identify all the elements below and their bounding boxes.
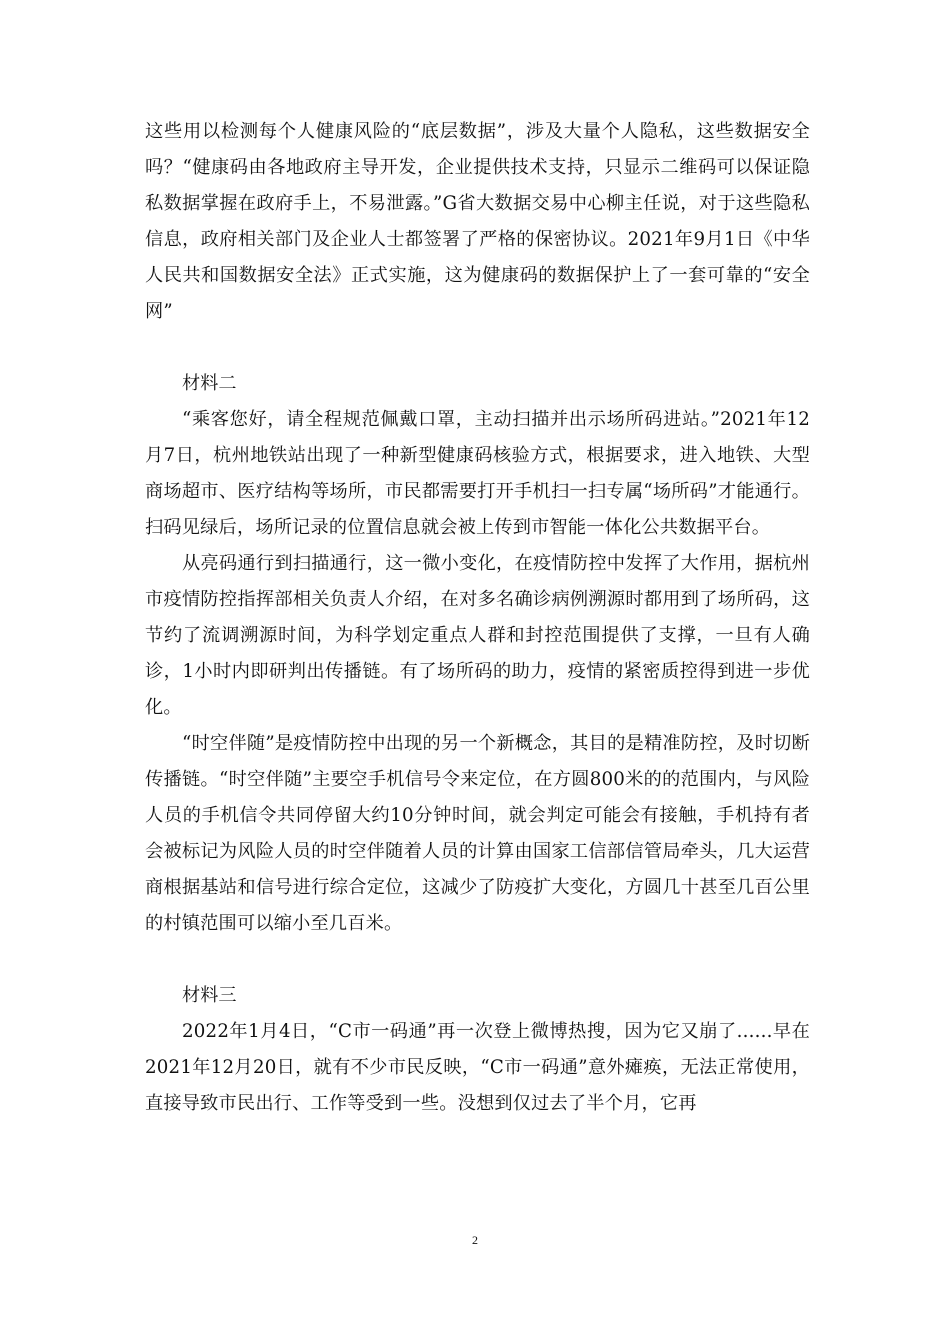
page-number: 2 [472,1233,478,1247]
section-2-paragraph-3: “时空伴随”是疫情防控中出现的另一个新概念，其目的是精准防控，及时切断传播链。“时空伴随”主要空手机信号令来定位，在方圆800米的的范围内，与风险人员的手机信令共同停留大约10分钟时间，就会判定可能会有接触，手机持有者会被标记为风险人员的时空伴随着人员的计算由国家工信部信管局牵头，几大运营商根据基站和信号进行综合定位，这减少了防疫扩大变化，方圆几十甚至几百公里的村镇范围可以缩小至几百米。 [145,733,810,934]
section-2-heading: 材料二 [182,373,237,394]
section-3-heading: 材料三 [182,985,237,1006]
section-2-paragraph-1: “乘客您好，请全程规范佩戴口罩，主动扫描并出示场所码进站。”2021年12月7日，杭州地铁站出现了一种新型健康码核验方式，根据要求，进入地铁、大型商场超市、医疗结构等场所，市民都需要打开手机扫一扫专属“场所码”才能通行。扫码见绿后，场所记录的位置信息就会被上传到市智能一体化公共数据平台。 [145,409,810,538]
section-gap [145,330,810,366]
document-body [145,114,810,1122]
section-3-paragraph-1: 2022年1月4日，“C市一码通”再一次登上微博热搜，因为它又崩了......早在2021年12月20日，就有不少市民反映，“C市一码通”意外瘫痪，无法正常使用，直接导致市民出行、工作等受到一些。没想到仅过去了半个月，它再 [145,1021,810,1114]
section-gap [145,942,810,978]
intro-paragraph: 这些用以检测每个人健康风险的“底层数据”，涉及大量个人隐私，这些数据安全吗？“健康码由各地政府主导开发，企业提供技术支持，只显示二维码可以保证隐私数据掌握在政府手上，不易泄露。”G省大数据交易中心柳主任说，对于这些隐私信息，政府相关部门及企业人士都签署了严格的保密协议。2021年9月1日《中华人民共和国数据安全法》正式实施，这为健康码的数据保护上了一套可靠的“安全网” [145,121,810,322]
section-2-paragraph-2: 从亮码通行到扫描通行，这一微小变化，在疫情防控中发挥了大作用，据杭州市疫情防控指挥部相关负责人介绍，在对多名确诊病例溯源时都用到了场所码，这节约了流调溯源时间，为科学划定重点人群和封控范围提供了支撑，一旦有人确诊，1小时内即研判出传播链。有了场所码的助力，疫情的紧密质控得到进一步优化。 [145,553,810,718]
